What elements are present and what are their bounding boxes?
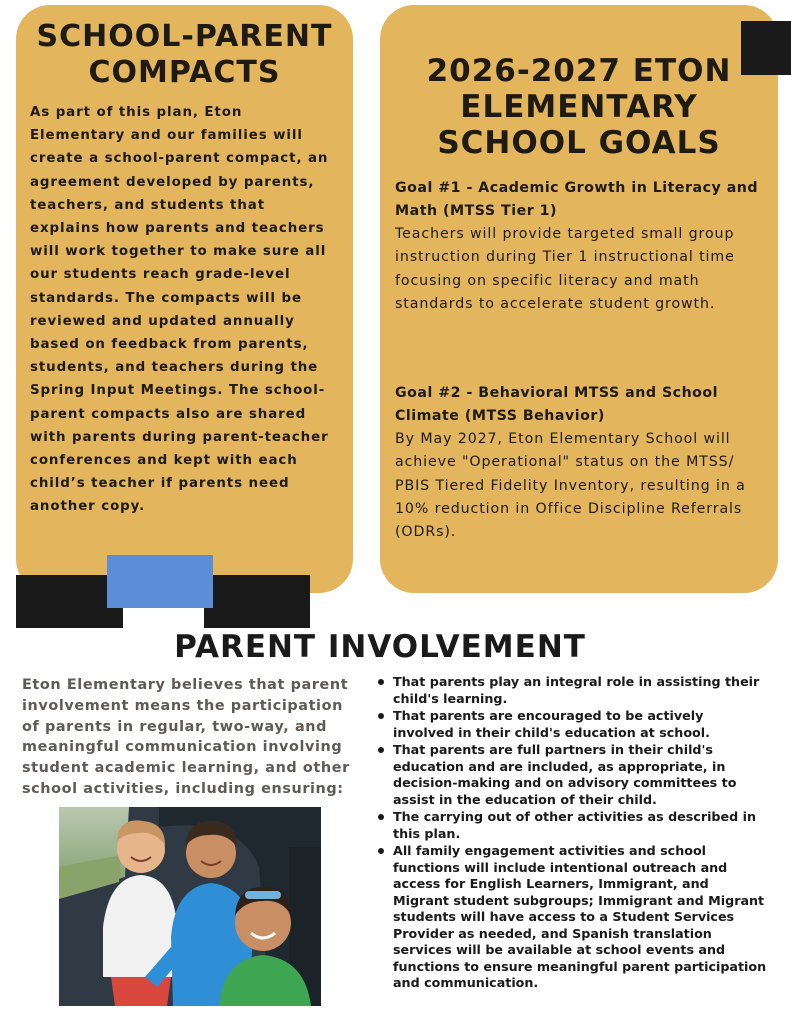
- goal-1-heading: Goal #1 - Academic Growth in Literacy and Math (MTSS Tier 1): [395, 180, 759, 219]
- bullet-icon: [378, 747, 384, 753]
- list-item: [376, 708, 768, 741]
- decorative-dark-block-right: [204, 575, 310, 628]
- parent-involvement-intro: Eton Elementary believes that parent involvement means the participation of parents in regular, two-way, and meaningful communication involving student academic learning, and other school activities, including ensuring:: [22, 677, 350, 797]
- list-item: [376, 843, 768, 992]
- goal-2-body: By May 2027, Eton Elementary School will achieve "Operational" status on the MTSS/ PBIS Tiered Fidelity Inventory, resulting in a 10% reduction in Office Discipline Referrals (ODRs).: [395, 431, 746, 541]
- bullet-icon: [378, 814, 384, 820]
- school-goals-card: [380, 5, 778, 593]
- list-item-text: That parents play an integral role in assisting their child's learning.: [393, 674, 760, 706]
- goal-1-body: Teachers will provide targeted small group instruction during Tier 1 instructional time focusing on specific literacy and math standards to accelerate student growth.: [395, 226, 735, 312]
- parent-involvement-list: [376, 674, 768, 993]
- list-item-text: That parents are full partners in their child's education and are included, as appropriate, in decision-making and on advisory committees to assist in the education of their child.: [393, 742, 737, 807]
- list-item-text: The carrying out of other activities as described in this plan.: [393, 809, 757, 841]
- compacts-body: As part of this plan, Eton Elementary and our families will create a school-parent compact, an agreement developed by parents, teachers, and students that explains how parents and teachers will work together to make sure all our students reach grade-level standards. The compacts will be reviewed and updated annually based on feedback from parents, students, and teachers during the Spring Input Meetings. The school-parent compacts also are shared with parents during parent-teacher conferences and kept with each child’s teacher if parents need another copy.: [30, 105, 329, 515]
- school-goals-title: 2026-2027 ETON ELEMENTARY SCHOOL GOALS: [426, 53, 732, 161]
- compacts-title: SCHOOL-PARENT COMPACTS: [36, 19, 333, 90]
- school-parent-compacts-card: [16, 5, 353, 593]
- goal-2-heading: Goal #2 - Behavioral MTSS and School Climate (MTSS Behavior): [395, 385, 719, 424]
- list-item-text: That parents are encouraged to be actively involved in their child's education at school.: [393, 708, 710, 740]
- bullet-icon: [378, 679, 384, 685]
- bullet-icon: [378, 713, 384, 719]
- students-photo: [59, 807, 321, 1006]
- list-item-text: All family engagement activities and school functions will include intentional outreach and access for English Learners, Immigrant, and Migrant student subgroups; Immigrant and Migrant students will have access to a Student Services Provider as needed, and Spanish translation services will be available at school events and functions to ensure meaningful parent participation and communication.: [393, 843, 767, 990]
- list-item: [376, 674, 768, 707]
- list-item: [376, 742, 768, 808]
- bullet-icon: [378, 848, 384, 854]
- decorative-blue-block: [107, 555, 213, 608]
- list-item: [376, 809, 768, 842]
- parent-involvement-title: PARENT INVOLVEMENT: [174, 629, 586, 665]
- students-photo-illustration: [59, 807, 321, 1006]
- decorative-dark-square: [741, 21, 791, 75]
